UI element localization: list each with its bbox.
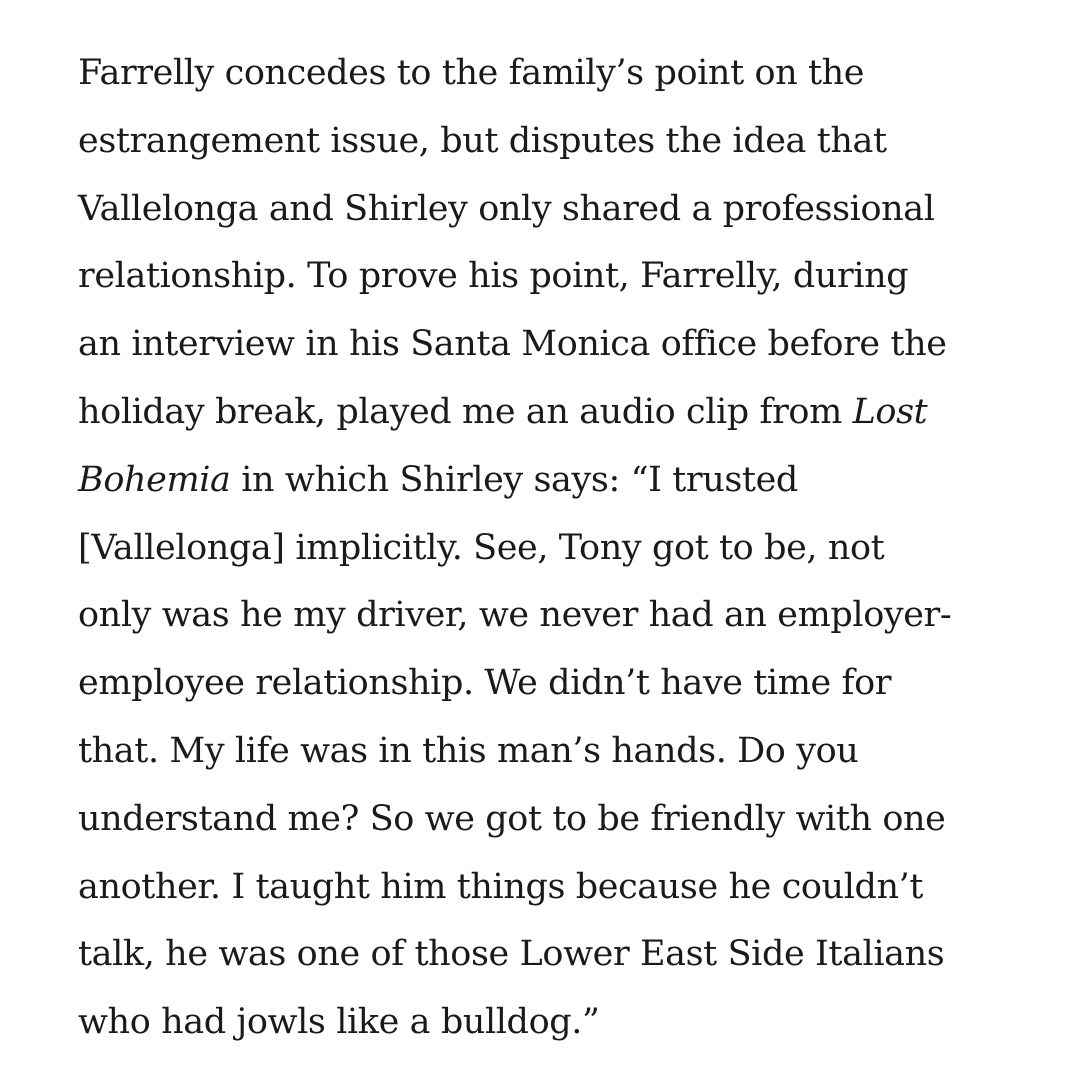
line-text: estrangement issue, but disputes the idea that [78,120,887,161]
line-text: who had jowls like a bulldog.” [78,1002,600,1043]
paragraph-line [78,108,1038,176]
paragraph-line [78,40,1038,108]
line-text: holiday break, played me an audio clip from [78,391,853,432]
paragraph-line [78,650,1038,718]
line-text: only was he my driver, we never had an employer- [78,595,952,636]
paragraph-line [78,243,1038,311]
line-text: relationship. To prove his point, Farrelly, during [78,256,909,297]
line-text: talk, he was one of those Lower East Side Italians [78,934,945,975]
italic-title-text: Lost [852,391,928,432]
line-text: [Vallelonga] implicitly. See, Tony got to be, not [78,527,885,568]
paragraph-line [78,582,1038,650]
line-text: employee relationship. We didn’t have time for [78,663,892,704]
line-text: an interview in his Santa Monica office before the [78,324,947,365]
paragraph-line [78,176,1038,244]
article-paragraph [78,40,1038,1057]
paragraph-line [78,921,1038,989]
line-text: another. I taught him things because he couldn’t [78,866,924,907]
paragraph-line [78,447,1038,515]
paragraph-line [78,515,1038,583]
line-text: Vallelonga and Shirley only shared a professional [78,188,935,229]
line-text: understand me? So we got to be friendly with one [78,798,946,839]
paragraph-line [78,786,1038,854]
line-text: that. My life was in this man’s hands. Do you [78,730,859,771]
paragraph-line [78,379,1038,447]
paragraph-line [78,989,1038,1057]
paragraph-line [78,718,1038,786]
italic-title-text: Bohemia [78,459,231,500]
paragraph-line [78,854,1038,922]
line-text: Farrelly concedes to the family’s point on the [78,53,865,93]
paragraph-line [78,311,1038,379]
line-text: in which Shirley says: “I trusted [230,459,798,500]
